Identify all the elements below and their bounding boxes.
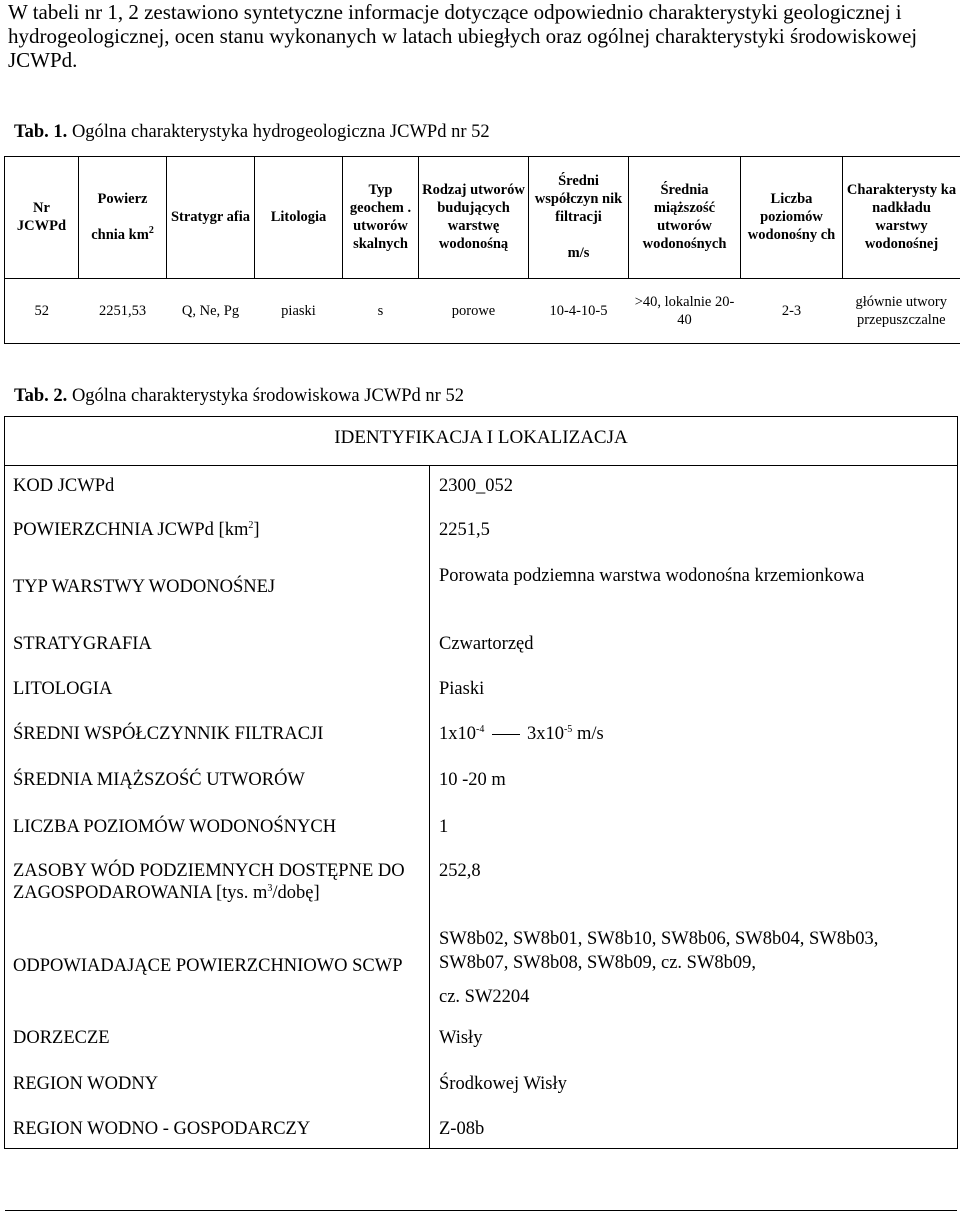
row-value: 1 [439, 816, 949, 838]
cell-typ-geochem: s [343, 278, 419, 343]
row-value: Porowata podziemna warstwa wodonośna krzemionkowa [439, 565, 949, 587]
table1-caption [14, 122, 490, 143]
table2-heading: IDENTYFIKACJA I LOKALIZACJA [5, 427, 957, 449]
environment-table [4, 416, 958, 1149]
row-key: ODPOWIADAJĄCE POWIERZCHNIOWO SCWP [13, 955, 425, 977]
row-value-part: 3x10 [522, 724, 564, 744]
intro-paragraph: W tabeli nr 1, 2 zestawiono syntetyczne informacje dotyczące odpowiednio charakterystyki geologicznej i hydrogeologicznej, ocen stanu wykonanych w latach ubiegłych oraz ogólnej charakterystyki środowiskowej JCWPd. [8, 0, 953, 72]
header-rodzaj: Rodzaj utworów budujących warstwę wodonośną [419, 157, 529, 279]
header-liczba: Liczba poziomów wodonośny ch [741, 157, 843, 279]
row-value: Środkowej Wisły [439, 1073, 949, 1095]
row-value: Z-08b [439, 1118, 949, 1140]
table-row [5, 278, 960, 343]
header-stratygrafia: Stratygr afia [167, 157, 255, 279]
header-nr: Nr JCWPd [5, 157, 79, 279]
divider [5, 465, 957, 466]
row-value: 2300_052 [439, 475, 949, 497]
row-value: 10 -20 m [439, 769, 949, 791]
row-value-sup: -4 [476, 724, 484, 735]
cell-powierzchnia: 2251,53 [79, 278, 167, 343]
row-value-part: SW8b02, SW8b01, SW8b10, SW8b06, SW8b04, SW8b03, SW8b07, SW8b08, SW8b09, cz. SW8b09, [439, 929, 878, 973]
cell-miazszosc: >40, lokalnie 20-40 [629, 278, 741, 343]
row-key: LICZBA POZIOMÓW WODONOŚNYCH [13, 816, 425, 838]
hydrogeology-table [4, 156, 960, 344]
row-value: Piaski [439, 678, 949, 700]
row-key [13, 519, 425, 541]
table2-caption [14, 386, 464, 407]
table2-caption-text: Ogólna charakterystyka środowiskowa JCWPd nr 52 [72, 386, 464, 406]
header-powierzchnia-sup: 2 [149, 225, 154, 236]
row-value: 2251,5 [439, 519, 949, 541]
row-key-part: ZASOBY WÓD PODZIEMNYCH DOSTĘPNE DO ZAGOSPODAROWANIA [tys. m [13, 861, 405, 903]
row-value-part: cz. SW2204 [439, 985, 949, 1009]
cell-rodzaj: porowe [419, 278, 529, 343]
row-key [13, 860, 425, 904]
header-powierzchnia-b: chnia km [91, 227, 149, 243]
header-sredni-wsp [529, 157, 629, 279]
header-sredni-wsp-unit: m/s [568, 245, 590, 261]
header-miazszosc: Średnia miąższość utworów wodonośnych [629, 157, 741, 279]
row-value [439, 723, 949, 745]
row-key: KOD JCWPd [13, 475, 425, 497]
row-key-sup: 3 [267, 883, 272, 894]
cell-litologia: piaski [255, 278, 343, 343]
row-value-part: m/s [572, 724, 603, 744]
row-key-part: POWIERZCHNIA JCWPd [km [13, 520, 248, 540]
header-litologia: Litologia [255, 157, 343, 279]
header-charakterystyka: Charakterysty ka nadkładu warstwy wodonośnej [843, 157, 960, 279]
cell-nr: 52 [5, 278, 79, 343]
header-powierzchnia-a: Powierz [98, 191, 148, 207]
table1-caption-text: Ogólna charakterystyka hydrogeologiczna JCWPd nr 52 [72, 122, 490, 142]
row-value: Wisły [439, 1027, 949, 1049]
cell-sredni-wsp: 10-4-10-5 [529, 278, 629, 343]
row-key-sup: 2 [248, 520, 253, 531]
row-key: ŚREDNIA MIĄŻSZOŚĆ UTWORÓW [13, 769, 425, 791]
row-value-sup: -5 [564, 724, 572, 735]
row-value [439, 927, 949, 1009]
row-key: TYP WARSTWY WODONOŚNEJ [13, 576, 425, 598]
header-typ-geochem: Typ geochem . utworów skalnych [343, 157, 419, 279]
row-value-part: 1x10 [439, 724, 476, 744]
table1-label: Tab. 1. [14, 122, 67, 142]
table2-label: Tab. 2. [14, 386, 67, 406]
cell-stratygrafia: Q, Ne, Pg [167, 278, 255, 343]
divider [429, 465, 430, 1148]
row-key: REGION WODNY [13, 1073, 425, 1095]
row-key: ŚREDNI WSPÓŁCZYNNIK FILTRACJI [13, 723, 425, 745]
row-key: REGION WODNO - GOSPODARCZY [13, 1118, 425, 1140]
row-value: 252,8 [439, 860, 949, 882]
row-key-part: ] [253, 520, 259, 540]
header-powierzchnia [79, 157, 167, 279]
range-dash [492, 734, 520, 735]
cell-charakterystyka: głównie utwory przepuszczalne [843, 278, 960, 343]
row-value: Czwartorzęd [439, 633, 949, 655]
row-key-part: /dobę] [272, 883, 319, 903]
header-sredni-wsp-text: Średni współczyn nik filtracji [535, 173, 622, 225]
cell-liczba: 2-3 [741, 278, 843, 343]
row-key: STRATYGRAFIA [13, 633, 425, 655]
row-key: DORZECZE [13, 1027, 425, 1049]
row-key: LITOLOGIA [13, 678, 425, 700]
